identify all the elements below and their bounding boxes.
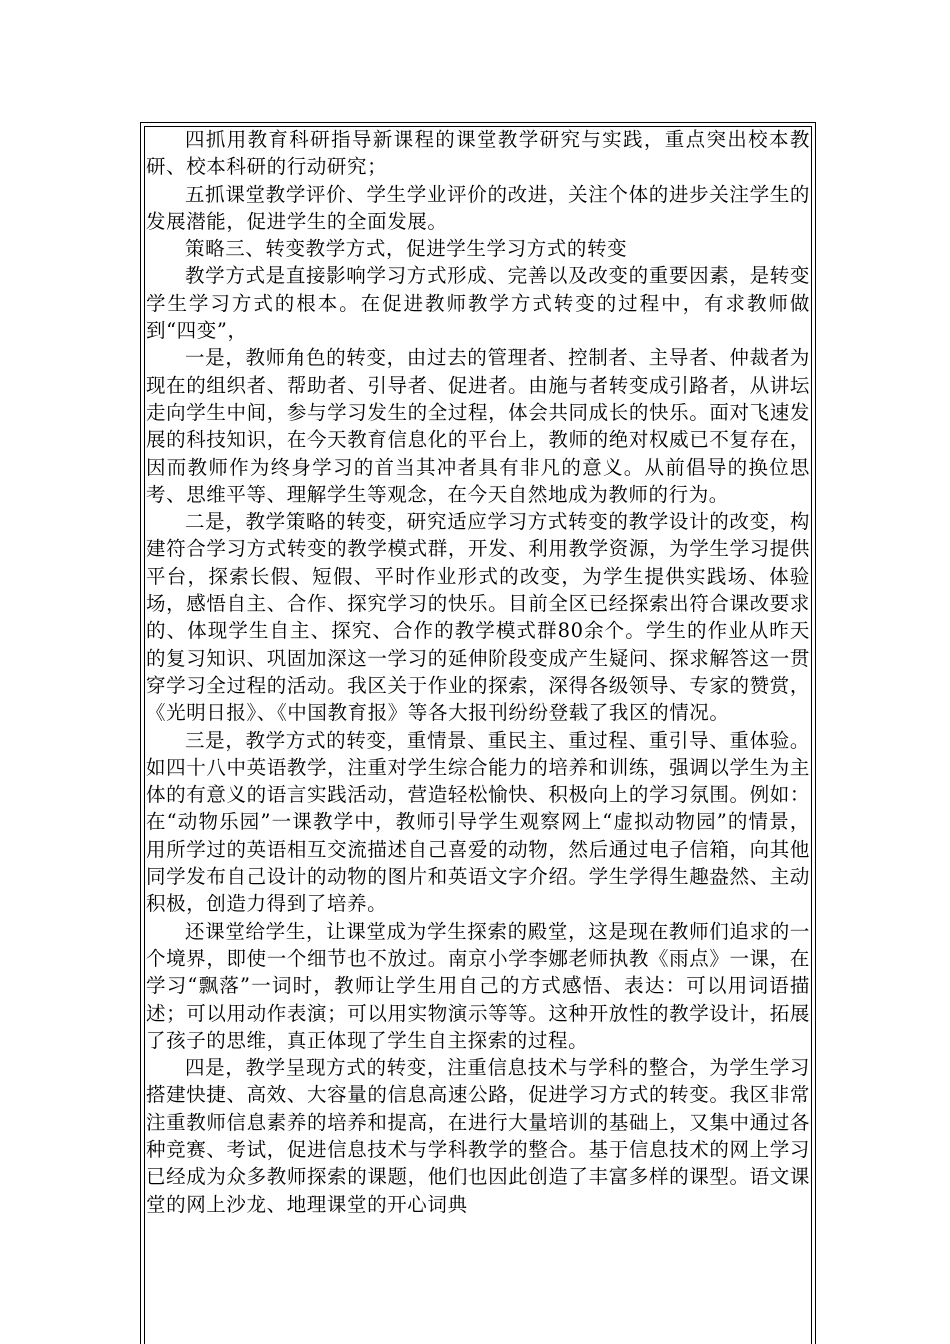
document-body — [146, 126, 810, 1218]
paragraph-change-3: 三是，教学方式的转变，重情景、重民主、重过程、重引导、重体验。如四十八中英语教学，注重对学生综合能力的培养和训练，强调以学生为主体的有意义的语言实践活动，营造轻松愉快、积极向上的学习氛围。例如：在“动物乐园”一课教学中，教师引导学生观察网上“虚拟动物园”的情景，用所学过的英语相互交流描述自己喜爱的动物，然后通过电子信箱，向其他同学发布自己设计的动物的图片和英语文字介绍。学生学得生趣盎然、主动积极，创造力得到了培养。 — [146, 728, 810, 916]
paragraph-teaching-method-intro: 教学方式是直接影响学习方式形成、完善以及改变的重要因素，是转变学生学习方式的根本。在促进教师教学方式转变的过程中，有求教师做到“四变”， — [146, 264, 810, 343]
paragraph-change-1: 一是，教师角色的转变，由过去的管理者、控制者、主导者、仲裁者为现在的组织者、帮助者、引导者、促进者。由施与者转变成引路者，从讲坛走向学生中间，参与学习发生的全过程，体会共同成长的快乐。面对飞速发展的科技知识，在今天教育信息化的平台上，教师的绝对权威已不复存在，因而教师作为终身学习的首当其冲者具有非凡的意义。从前倡导的换位思考、思维平等、理解学生等观念，在今天自然地成为教师的行为。 — [146, 346, 810, 506]
paragraph-4th-focus: 四抓用教育科研指导新课程的课堂教学研究与实践，重点突出校本教研、校本科研的行动研究； — [146, 128, 810, 179]
paragraph-change-4: 四是，教学呈现方式的转变，注重信息技术与学科的整合，为学生学习搭建快捷、高效、大容量的信息高速公路，促进学习方式的转变。我区非常注重教师信息素养的培养和提高，在进行大量培训的基础上，又集中通过各种竞赛、考试，促进信息技术与学科教学的整合。基于信息技术的网上学习已经成为众多教师探索的课题，他们也因此创造了丰富多样的课型。语文课堂的网上沙龙、地理课堂的开心词典 — [146, 1056, 810, 1216]
paragraph-classroom-example: 还课堂给学生，让课堂成为学生探索的殿堂，这是现在教师们追求的一个境界，即使一个细节也不放过。南京小学李娜老师执教《雨点》一课，在学习“飘落”一词时，教师让学生用自己的方式感悟、表达：可以用词语描述；可以用动作表演；可以用实物演示等等。这种开放性的教学设计，拓展了孩子的思维，真正体现了学生自主探索的过程。 — [146, 919, 810, 1052]
strategy-3-heading: 策略三、转变教学方式，促进学生学习方式的转变 — [185, 237, 628, 261]
paragraph-change-2: 二是，教学策略的转变，研究适应学习方式转变的教学设计的改变，构建符合学习方式转变的教学模式群，开发、利用教学资源，为学生学习提供平台，探索长假、短假、平时作业形式的改变，为学生提供实践场、体验场，感悟自主、合作、探究学习的快乐。目前全区已经探索出符合课改要求的、体现学生自主、探究、合作的教学模式群80余个。学生的作业从昨天的复习知识、巩固加深这一学习的延伸阶段变成产生疑问、探求解答这一贯穿学习全过程的活动。我区关于作业的探索，深得各级领导、专家的赞赏，《光明日报》、《中国教育报》等各大报刊纷纷登载了我区的情况。 — [146, 510, 810, 725]
paragraph-5th-focus: 五抓课堂教学评价、学生学业评价的改进，关注个体的进步关注学生的发展潜能，促进学生的全面发展。 — [146, 182, 810, 233]
